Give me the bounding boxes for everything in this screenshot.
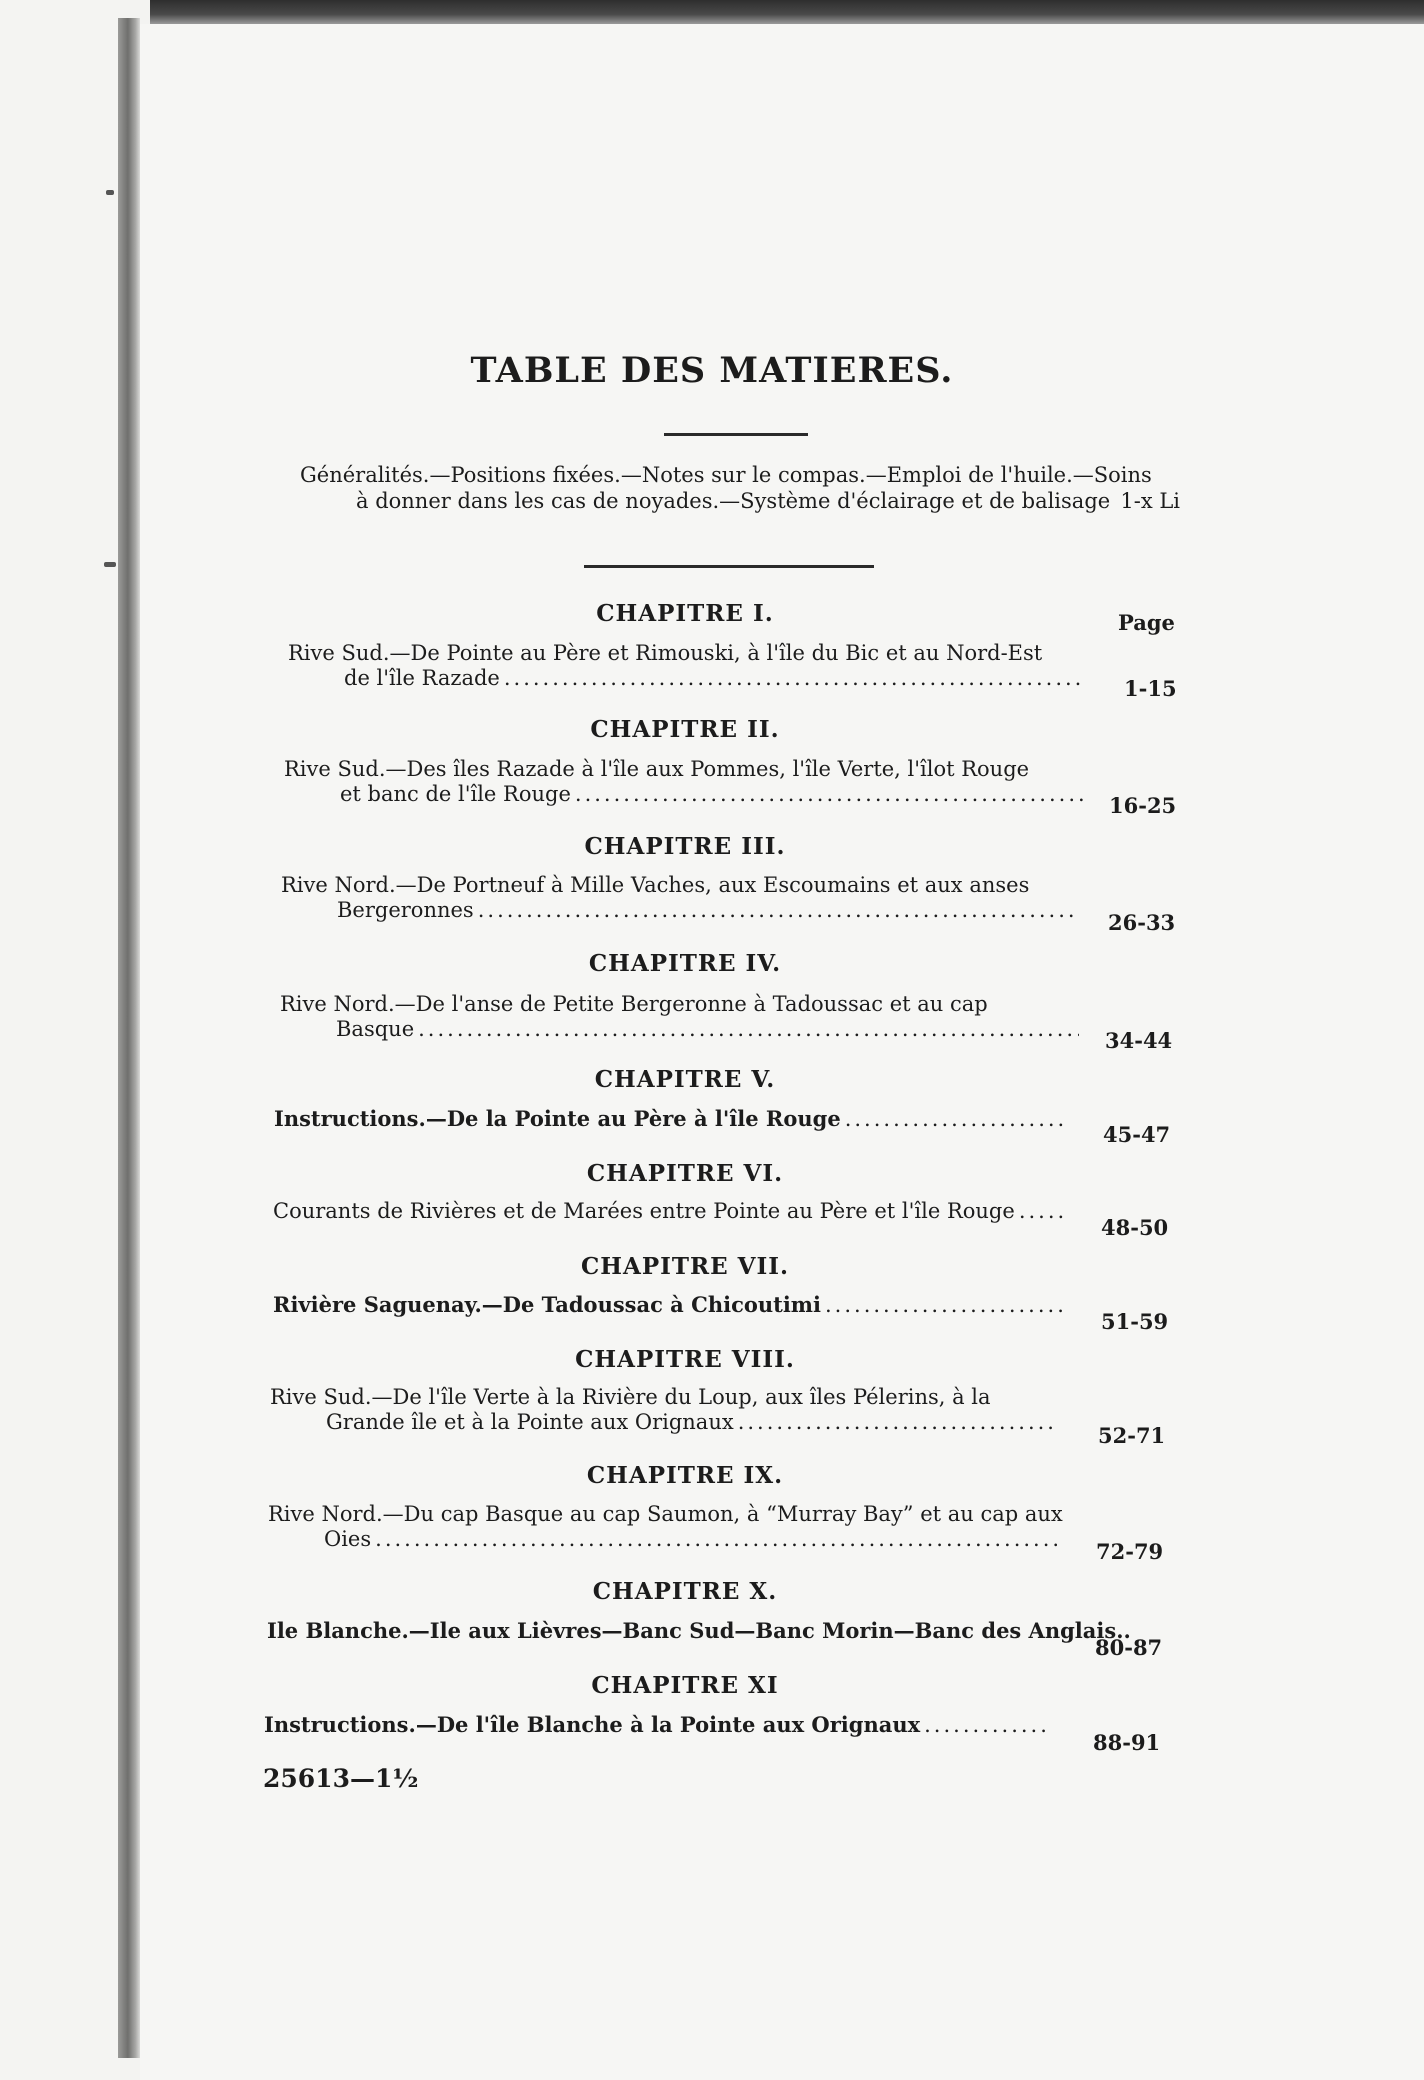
entry-pages: 34-44 (1105, 1028, 1173, 1053)
dot-leader (825, 1293, 1065, 1318)
entry-pages: 1-15 (1124, 676, 1177, 701)
entry-pages: 51-59 (1101, 1309, 1169, 1334)
entry-line-2-row (270, 1410, 1063, 1435)
toc-entry (267, 1618, 1131, 1644)
chapter-heading: CHAPITRE X. (592, 1578, 778, 1605)
intro-pages: 1-x Li (1120, 489, 1180, 513)
scan-top-border (150, 0, 1424, 24)
entry-line-2: et banc de l'île Rouge (340, 782, 571, 806)
entry-pages: 26-33 (1108, 910, 1176, 935)
entry-line-1: Instructions.—De la Pointe au Père à l'île Rouge (274, 1106, 841, 1131)
chapter-heading: CHAPITRE IV. (588, 950, 782, 977)
toc-entry (268, 1502, 1061, 1552)
intro-entry (300, 462, 1180, 514)
entry-line-2: de l'île Razade (344, 666, 500, 690)
chapter-heading: CHAPITRE IX. (586, 1462, 784, 1489)
page-title: TABLE DES MATIERES. (470, 350, 954, 391)
dot-leader (1019, 1199, 1065, 1224)
entry-line-2: Oies (324, 1527, 372, 1551)
chapter-heading: CHAPITRE III. (584, 833, 786, 860)
entry-pages: 88-91 (1093, 1730, 1161, 1755)
toc-entry (281, 873, 1081, 923)
chapter-heading: CHAPITRE VI. (586, 1160, 784, 1187)
entry-line-row (264, 1712, 1054, 1738)
entry-line-2-row (268, 1527, 1061, 1552)
dot-leader (845, 1107, 1065, 1132)
entry-line-2-row (280, 1017, 1083, 1042)
entry-pages: 80-87 (1095, 1635, 1163, 1660)
entry-line-1: Instructions.—De l'île Blanche à la Pointe aux Orignaux (264, 1712, 921, 1737)
entry-line-row (267, 1618, 1131, 1644)
entry-line-2: Basque (336, 1017, 415, 1041)
intro-line-1: Généralités.—Positions fixées.—Notes sur le compas.—Emploi de l'huile.—Soins (300, 463, 1152, 487)
entry-line-2-row (281, 898, 1081, 923)
toc-entry (273, 1292, 1069, 1318)
page-column-heading: Page (1118, 610, 1175, 635)
entry-pages: 16-25 (1109, 793, 1177, 818)
dot-leader (504, 666, 1084, 691)
entry-line-1: Rive Sud.—De l'île Verte à la Rivière du Loup, aux îles Pélerins, à la (270, 1385, 991, 1409)
scan-speck (106, 190, 114, 195)
toc-entry (288, 641, 1088, 691)
toc-entry (284, 757, 1090, 807)
entry-line-2: Grande île et à la Pointe aux Orignaux (326, 1410, 734, 1434)
chapter-heading: CHAPITRE II. (590, 716, 780, 743)
entry-line-2: Bergeronnes (337, 898, 474, 922)
entry-line-1: Ile Blanche.—Ile aux Lièvres—Banc Sud—Banc Morin—Banc des Anglais.. (267, 1618, 1131, 1643)
dot-leader (575, 782, 1086, 807)
entry-line-1: Rive Nord.—De l'anse de Petite Bergeronne à Tadoussac et au cap (280, 992, 988, 1016)
left-margin (0, 0, 120, 2080)
toc-entry (270, 1385, 1063, 1435)
entry-line-1: Rivière Saguenay.—De Tadoussac à Chicoutimi (273, 1292, 821, 1317)
dot-leader (478, 898, 1077, 923)
print-code: 25613—1½ (263, 1764, 419, 1793)
chapter-heading: CHAPITRE V. (594, 1066, 776, 1093)
dot-leader (738, 1410, 1059, 1435)
entry-pages: 45-47 (1103, 1122, 1171, 1147)
dot-leader (924, 1713, 1050, 1738)
entry-line-row (274, 1106, 1069, 1132)
intro-rule (584, 565, 874, 568)
chapter-heading: CHAPITRE XI (591, 1672, 779, 1699)
toc-entry (273, 1199, 1069, 1224)
entry-line-1: Rive Sud.—De Pointe au Père et Rimouski, à l'île du Bic et au Nord-Est (288, 641, 1043, 665)
binding-spine (118, 18, 140, 2058)
entry-line-1: Courants de Rivières et de Marées entre Pointe au Père et l'île Rouge (273, 1199, 1015, 1223)
entry-line-row (273, 1199, 1069, 1224)
entry-pages: 52-71 (1098, 1423, 1166, 1448)
chapter-heading: CHAPITRE VIII. (575, 1346, 795, 1373)
scan-speck (104, 562, 116, 567)
chapter-heading: CHAPITRE VII. (580, 1253, 790, 1280)
toc-entry (280, 992, 1083, 1042)
toc-entry (274, 1106, 1069, 1132)
chapter-heading: CHAPITRE I. (596, 600, 774, 627)
entry-line-2-row (284, 782, 1090, 807)
dot-leader (375, 1527, 1057, 1552)
intro-line-2: à donner dans les cas de noyades.—Système d'éclairage et de balisage (356, 489, 1111, 513)
entry-line-row (273, 1292, 1069, 1318)
entry-line-1: Rive Sud.—Des îles Razade à l'île aux Pommes, l'île Verte, l'îlot Rouge (284, 757, 1030, 781)
toc-entry (264, 1712, 1054, 1738)
entry-pages: 72-79 (1096, 1539, 1164, 1564)
title-rule (664, 433, 808, 436)
entry-line-2-row (288, 666, 1088, 691)
entry-pages: 48-50 (1101, 1215, 1169, 1240)
intro-line-2-row (300, 488, 1180, 514)
entry-line-1: Rive Nord.—Du cap Basque au cap Saumon, à “Murray Bay” et au cap aux (268, 1502, 1063, 1526)
dot-leader (418, 1017, 1079, 1042)
entry-line-1: Rive Nord.—De Portneuf à Mille Vaches, aux Escoumains et aux anses (281, 873, 1030, 897)
